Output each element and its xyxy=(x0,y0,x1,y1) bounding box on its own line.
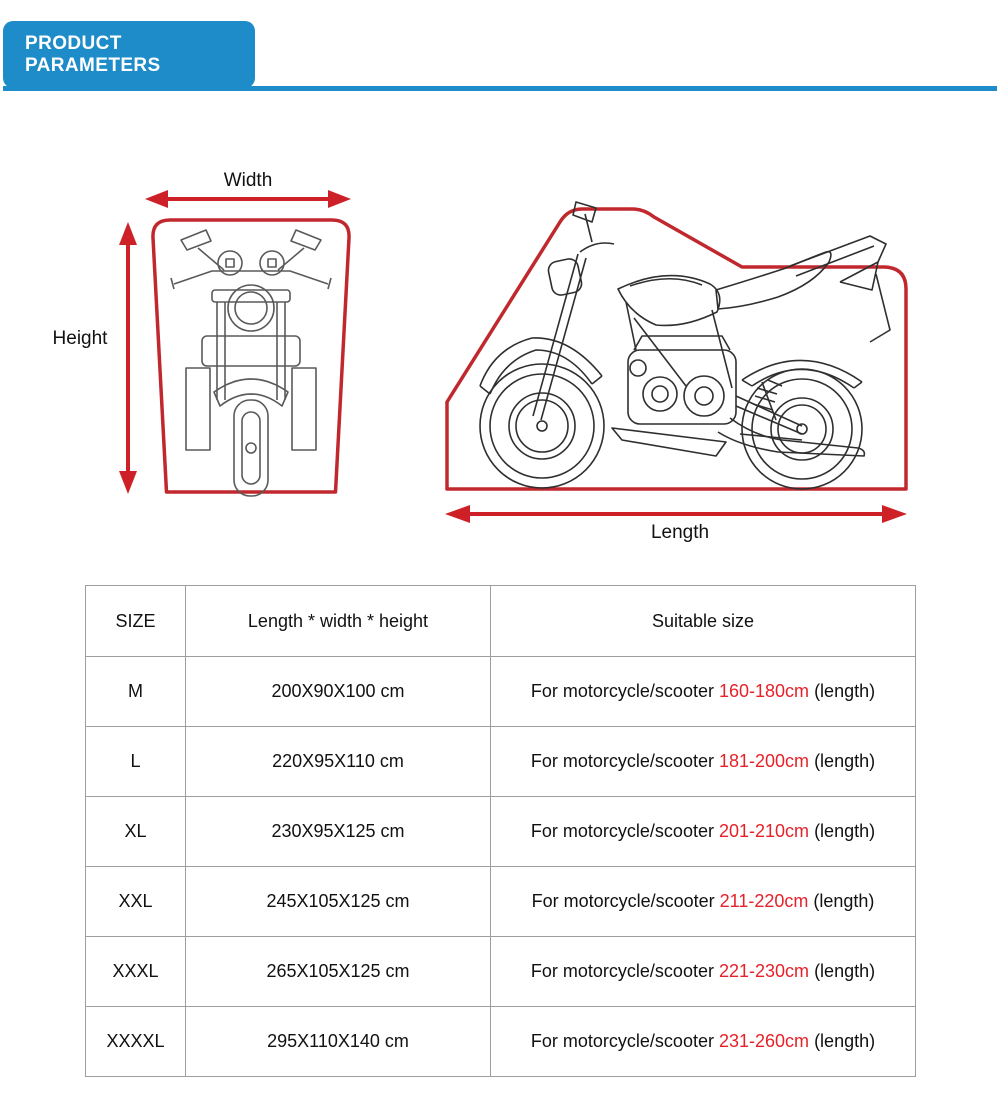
suitable-column-header: Suitable size xyxy=(491,586,916,657)
length-range: 221-230cm xyxy=(718,961,810,981)
side-view-drawing xyxy=(430,190,930,550)
table-header-row xyxy=(86,586,916,657)
table-row xyxy=(86,937,916,1007)
dimensions-cell: 230X95X125 cm xyxy=(186,797,491,867)
size-table xyxy=(85,585,916,1077)
size-cell: XXL xyxy=(86,867,186,937)
length-range: 160-180cm xyxy=(718,681,810,701)
suitable-suffix: (length) xyxy=(813,891,875,911)
table-row xyxy=(86,727,916,797)
suitable-cell xyxy=(491,797,916,867)
table-row xyxy=(86,797,916,867)
dimensions-cell: 220X95X110 cm xyxy=(186,727,491,797)
suitable-prefix: For motorcycle/scooter xyxy=(530,751,714,771)
suitable-cell xyxy=(491,727,916,797)
length-range: 211-220cm xyxy=(719,891,809,911)
height-dimension-label: Height xyxy=(52,328,108,349)
suitable-suffix: (length) xyxy=(814,681,876,701)
table-row xyxy=(86,657,916,727)
suitable-cell xyxy=(491,937,916,1007)
dimensions-cell: 200X90X100 cm xyxy=(186,657,491,727)
length-arrow-icon xyxy=(445,505,907,523)
dimensions-cell: 245X105X125 cm xyxy=(186,867,491,937)
suitable-prefix: For motorcycle/scooter xyxy=(530,1031,714,1051)
suitable-cell xyxy=(491,1007,916,1077)
dimensions-column-header: Length * width * height xyxy=(186,586,491,657)
length-dimension-label: Length xyxy=(650,522,710,543)
length-range: 231-260cm xyxy=(718,1031,810,1051)
suitable-suffix: (length) xyxy=(814,1031,876,1051)
suitable-cell xyxy=(491,657,916,727)
size-cell: XL xyxy=(86,797,186,867)
dimensions-cell: 265X105X125 cm xyxy=(186,937,491,1007)
table-row xyxy=(86,867,916,937)
height-arrow-icon xyxy=(119,222,137,494)
size-cell: L xyxy=(86,727,186,797)
dimensions-cell: 295X110X140 cm xyxy=(186,1007,491,1077)
size-cell: M xyxy=(86,657,186,727)
size-column-header: SIZE xyxy=(86,586,186,657)
suitable-suffix: (length) xyxy=(814,751,876,771)
banner-title: PRODUCT PARAMETERS xyxy=(25,32,161,76)
cover-outline-front xyxy=(153,220,349,492)
width-dimension-label: Width xyxy=(223,170,273,191)
suitable-cell xyxy=(491,867,916,937)
motorcycle-front-art xyxy=(171,230,331,496)
side-view-diagram xyxy=(430,190,930,550)
length-range: 201-210cm xyxy=(718,821,810,841)
suitable-suffix: (length) xyxy=(814,961,876,981)
product-parameters-banner xyxy=(3,21,255,88)
table-row xyxy=(86,1007,916,1077)
suitable-prefix: For motorcycle/scooter xyxy=(530,821,714,841)
size-cell: XXXL xyxy=(86,937,186,1007)
motorcycle-side-art xyxy=(480,202,890,489)
suitable-prefix: For motorcycle/scooter xyxy=(530,961,714,981)
width-arrow-icon xyxy=(145,190,351,208)
suitable-suffix: (length) xyxy=(814,821,876,841)
size-cell: XXXXL xyxy=(86,1007,186,1077)
suitable-prefix: For motorcycle/scooter xyxy=(530,681,714,701)
length-range: 181-200cm xyxy=(718,751,810,771)
suitable-prefix: For motorcycle/scooter xyxy=(531,891,715,911)
